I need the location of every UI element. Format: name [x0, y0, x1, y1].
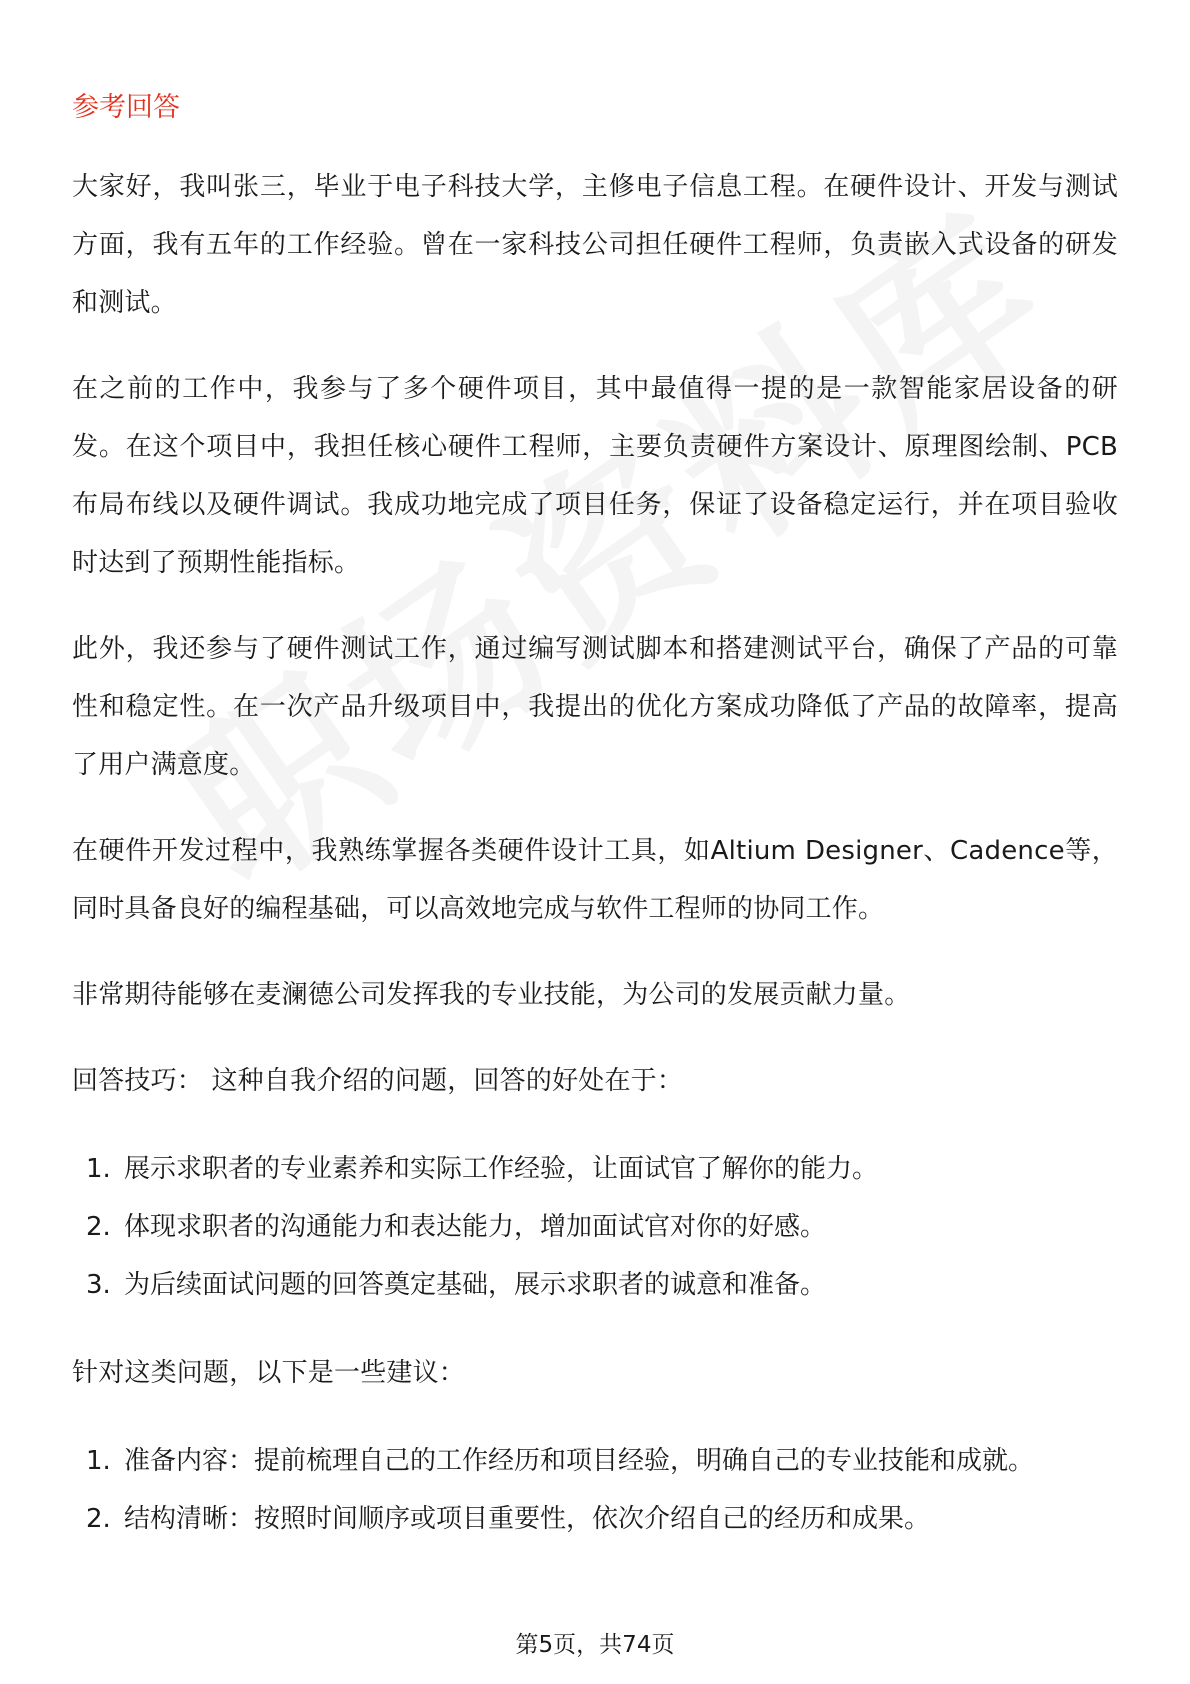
tips-intro: 回答技巧： 这种自我介绍的问题，回答的好处在于：: [72, 1066, 684, 1096]
list-item: [72, 1198, 1118, 1256]
page-number-footer: 第5页，共74页: [515, 1632, 675, 1658]
paragraph-project: 在之前的工作中，我参与了多个硬件项目，其中最值得一提的是一款智能家居设备的研发。在这个项目中，我担任核心硬件工程师，主要负责硬件方案设计、原理图绘制、PCB布局布线以及硬件调试。我成功地完成了项目任务，保证了设备稳定运行，并在项目验收时达到了预期性能指标。: [72, 374, 1118, 578]
paragraph-intro: 大家好，我叫张三，毕业于电子科技大学，主修电子信息工程。在硬件设计、开发与测试方面，我有五年的工作经验。曾在一家科技公司担任硬件工程师，负责嵌入式设备的研发和测试。: [72, 172, 1118, 318]
paragraph-testing: 此外，我还参与了硬件测试工作，通过编写测试脚本和搭建测试平台，确保了产品的可靠性和稳定性。在一次产品升级项目中，我提出的优化方案成功降低了产品的故障率，提高了用户满意度。: [72, 634, 1118, 780]
list-text: 体现求职者的沟通能力和表达能力，增加面试官对你的好感。: [124, 1212, 827, 1242]
list-item: [72, 1256, 1118, 1314]
list-number: 3.: [86, 1270, 111, 1300]
list-number: 2.: [86, 1504, 111, 1534]
list-text: 为后续面试问题的回答奠定基础，展示求职者的诚意和准备。: [124, 1270, 827, 1300]
advice-list: [72, 1432, 1118, 1548]
list-item: [72, 1432, 1118, 1490]
section-heading: 参考回答: [72, 92, 180, 123]
list-item: [72, 1490, 1118, 1548]
advice-intro: 针对这类问题，以下是一些建议：: [72, 1358, 466, 1388]
list-number: 2.: [86, 1212, 111, 1242]
paragraph-tools: 在硬件开发过程中，我熟练掌握各类硬件设计工具，如Altium Designer、Cadence等，同时具备良好的编程基础，可以高效地完成与软件工程师的协同工作。: [72, 836, 1118, 924]
page-content: [72, 88, 1118, 1578]
list-item: [72, 1140, 1118, 1198]
list-number: 1.: [86, 1446, 111, 1476]
paragraph-closing: 非常期待能够在麦澜德公司发挥我的专业技能，为公司的发展贡献力量。: [72, 980, 911, 1010]
list-text: 准备内容：提前梳理自己的工作经历和项目经验，明确自己的专业技能和成就。: [124, 1446, 1035, 1476]
list-text: 结构清晰：按照时间顺序或项目重要性，依次介绍自己的经历和成果。: [124, 1504, 931, 1534]
list-text: 展示求职者的专业素养和实际工作经验，让面试官了解你的能力。: [124, 1154, 879, 1184]
tips-list: [72, 1140, 1118, 1314]
list-number: 1.: [86, 1154, 111, 1184]
